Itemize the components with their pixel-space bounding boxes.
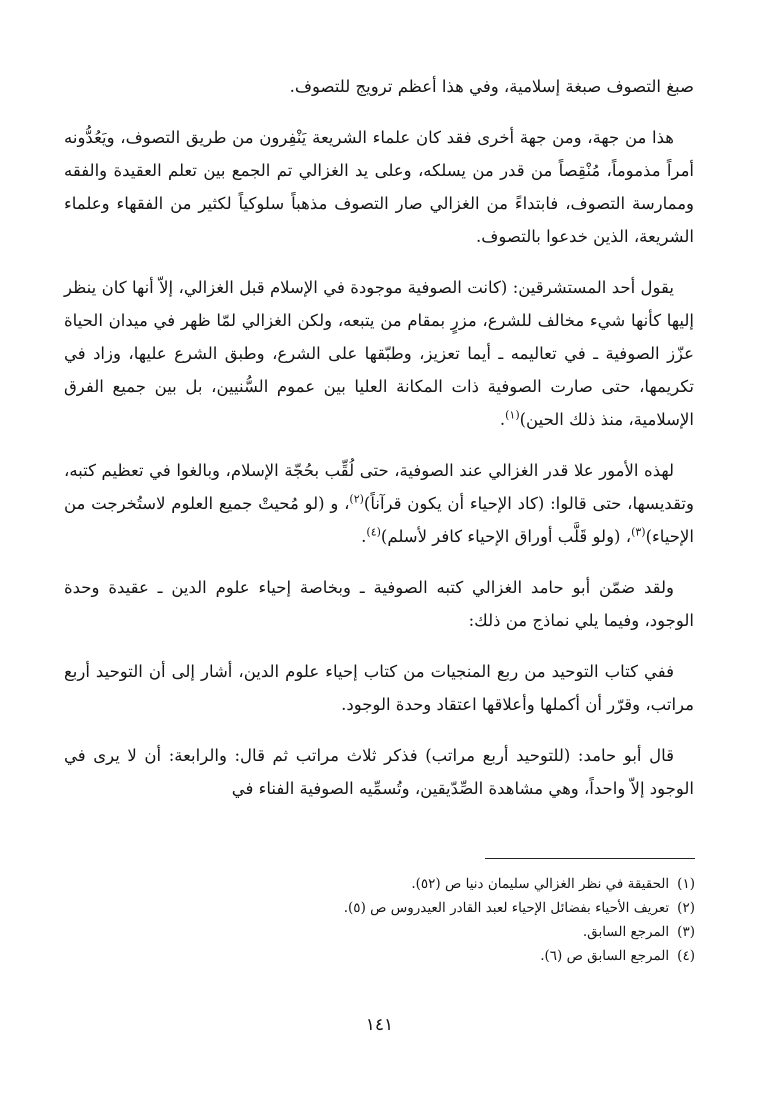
footnote-item	[65, 944, 695, 968]
footnote-item	[65, 896, 695, 920]
footnote-ref-3[interactable]: (٣)	[631, 525, 646, 539]
paragraph-6: ففي كتاب التوحيد من ربع المنجيات من كتاب إحياء علوم الدين، أشار إلى أن التوحيد أربع مراتب، وقرّر أن أكملها وأعلاقها اعتقاد وحدة الوجود.	[64, 662, 694, 714]
footnote-number: (٣)	[677, 924, 695, 940]
page-body	[64, 70, 694, 823]
footnote-text: المرجع السابق.	[582, 924, 670, 940]
footnote-text: تعريف الأحياء بفضائل الإحياء لعبد القادر العيدروس ص (٥).	[343, 900, 670, 916]
footnote-ref-1[interactable]: (١)	[505, 408, 520, 422]
footnote-ref-2[interactable]: (٢)	[349, 492, 364, 506]
paragraph-1: صبغ التصوف صبغة إسلامية، وفي هذا أعظم ترويج للتصوف.	[289, 77, 694, 96]
paragraph-5: ولقد ضمّن أبو حامد الغزالي كتبه الصوفية ـ وبخاصة إحياء علوم الدين ـ عقيدة وحدة الوجود، وفيما يلي نماذج من ذلك:	[64, 578, 694, 630]
page-number: ١٤١	[365, 1015, 394, 1035]
footnotes-list	[65, 872, 695, 968]
footnote-item	[65, 920, 695, 944]
footnote-divider	[485, 858, 695, 859]
footnote-number: (٢)	[677, 900, 695, 916]
paragraph-7: قال أبو حامد: (للتوحيد أربع مراتب) فذكر ثلاث مراتب ثم قال: والرابعة: أن لا يرى في الوجود إلاّ واحداً، وهي مشاهدة الصِّدّيقين، وتُسمِّيه الصوفية الفناء في	[64, 746, 694, 798]
footnote-text: الحقيقة في نظر الغزالي سليمان دنيا ص (٥٢).	[411, 876, 670, 892]
footnote-ref-4[interactable]: (٤)	[366, 525, 381, 539]
footnote-number: (٤)	[677, 948, 695, 964]
footnote-text: المرجع السابق ص (٦).	[540, 948, 670, 964]
paragraph-4: لهذه الأمور علا قدر الغزالي عند الصوفية، حتى لُقِّب بحُجّة الإسلام، وبالغوا في تعظيم كتبه، وتقديسها، حتى قالوا: (كاد الإحياء أن يكون قرآناً)$^{(٢)}$، و (لو مُحيتْ جميع العلوم لاستُخرجت من الإحياء)$^{(٣)}$، (ولو قَلَّب أوراق الإحياء كافر لأسلم)$^{(٤)}$.	[64, 461, 694, 546]
footnote-item	[65, 872, 695, 896]
paragraph-3: يقول أحد المستشرقين: (كانت الصوفية موجودة في الإسلام قبل الغزالي، إلاّ أنها كان ينظر إليها كأنها شيء مخالف للشرع، مزرٍ بمقام من يتبعه، ولكن الغزالي لمّا ظهر في ميدان الحياة عزّز الصوفية ـ في تعاليمه ـ أيما تعزيز، وطبّقها على الشرع، وطبق الشرع عليها، وزاد في تكريمها، حتى صارت الصوفية ذات المكانة العليا بين عموم السُّنيين، بل بين جميع الفرق الإسلامية، منذ ذلك الحين)$^{(١)}$.	[64, 278, 694, 429]
paragraph-2: هذا من جهة، ومن جهة أخرى فقد كان علماء الشريعة يَنْفِرون من طريق التصوف، ويَعُدُّونه أمراً مذموماً، مُنْقِصاً من قدر من يسلكه، وعلى يد الغزالي تم الجمع بين تعلم العقيدة والفقه وممارسة التصوف، فابتداءً من الغزالي صار التصوف مذهباً سلوكياً لكثير من الفقهاء وعلماء الشريعة، الذين خدعوا بالتصوف.	[64, 128, 694, 246]
footnote-number: (١)	[677, 876, 695, 892]
